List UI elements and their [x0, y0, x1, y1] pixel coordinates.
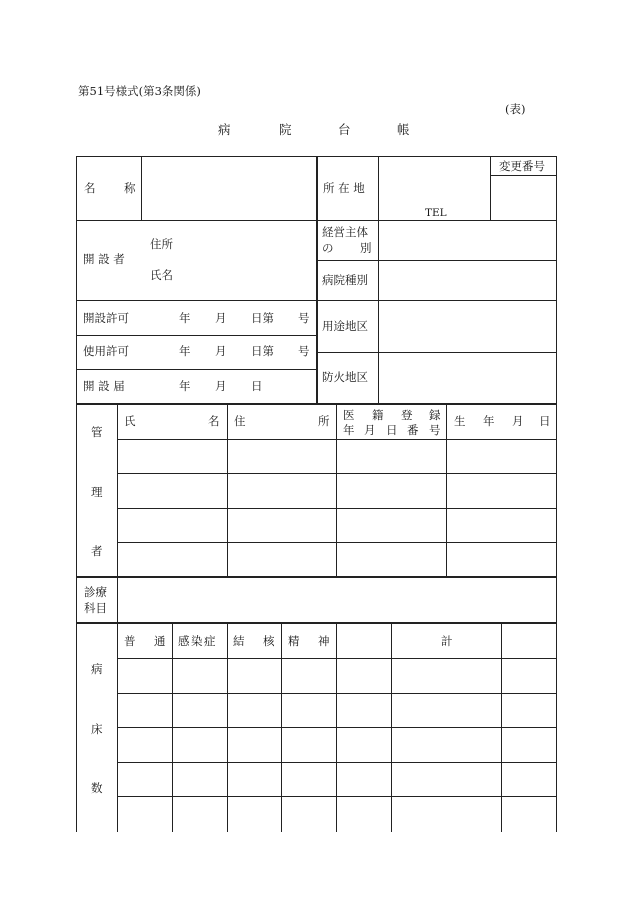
grid-line: [556, 578, 557, 624]
zoning-label: 用途地区: [322, 319, 368, 333]
grid-line: [556, 156, 557, 405]
grid-line: [76, 335, 317, 336]
grid-line: [281, 624, 282, 832]
grid-line: [446, 405, 447, 577]
date-month: 月: [215, 379, 227, 393]
col-register-char: 年: [343, 423, 355, 437]
col-address-char: 所: [318, 414, 330, 428]
col-register-char: 日: [386, 423, 398, 437]
col-name-char: 氏: [124, 414, 136, 428]
grid-line: [117, 762, 557, 763]
fire-zone-label: 防火地区: [322, 370, 368, 384]
grid-line: [227, 405, 228, 577]
date-day-no: 日第: [251, 344, 274, 358]
grid-line: [117, 405, 118, 577]
col-register-char: 登: [401, 408, 413, 422]
grid-line: [76, 369, 317, 370]
grid-line: [76, 156, 77, 405]
location-label: 所 在 地: [323, 181, 365, 195]
col-birth-char: 年: [483, 414, 495, 428]
operator-label: 別: [360, 241, 372, 255]
grid-line: [172, 624, 173, 832]
grid-line: [491, 175, 557, 176]
grid-line: [336, 405, 337, 577]
grid-line: [76, 622, 557, 624]
col-mental-char: 精: [288, 634, 300, 648]
grid-line: [117, 578, 118, 623]
title-char: 病: [218, 122, 231, 137]
col-general-char: 普: [124, 634, 136, 648]
grid-line: [336, 624, 337, 832]
person-name-label: 氏名: [150, 268, 173, 282]
founder-label: 開 設 者: [83, 252, 125, 266]
col-mental-char: 神: [318, 634, 330, 648]
col-name-char: 名: [208, 414, 220, 428]
number-suffix: 号: [298, 344, 310, 358]
grid-line: [76, 624, 77, 832]
number-suffix: 号: [298, 311, 310, 325]
grid-line: [117, 693, 557, 694]
date-year: 年: [179, 344, 191, 358]
grid-line: [141, 156, 142, 220]
col-register-char: 録: [429, 408, 441, 422]
form-number: 第51号様式(第3条関係): [78, 84, 201, 98]
grid-line: [317, 352, 557, 353]
tel-label: TEL: [425, 207, 447, 219]
side-label: (表): [505, 102, 526, 116]
grid-line: [117, 439, 557, 440]
grid-line: [76, 405, 77, 578]
col-birth-char: 生: [454, 414, 466, 428]
dept-label: 診療: [84, 585, 107, 599]
grid-line: [76, 578, 77, 624]
title-char: 院: [279, 122, 292, 137]
bed-char: 数: [91, 781, 103, 795]
grid-line: [316, 156, 318, 405]
grid-line: [117, 473, 557, 474]
col-register-char: 番: [407, 423, 419, 437]
grid-line: [117, 796, 557, 797]
manager-char: 管: [91, 425, 103, 439]
change-number-label: 変更番号: [499, 159, 545, 173]
open-notice-label: 開 設 届: [83, 379, 125, 393]
date-year: 年: [179, 311, 191, 325]
bed-char: 床: [91, 722, 103, 736]
operator-label: 経営主体: [322, 225, 368, 239]
grid-line: [501, 624, 502, 832]
col-register-char: 号: [429, 423, 441, 437]
grid-line: [490, 156, 491, 220]
address-label: 住所: [150, 237, 173, 251]
grid-line: [391, 624, 392, 832]
date-year: 年: [179, 379, 191, 393]
grid-line: [317, 260, 557, 261]
grid-line: [227, 624, 228, 832]
col-general-char: 通: [154, 634, 166, 648]
col-address-char: 住: [234, 414, 246, 428]
col-total: 計: [441, 634, 453, 648]
manager-char: 理: [91, 485, 103, 499]
grid-line: [117, 658, 557, 659]
date-day: 日: [251, 379, 263, 393]
grid-line: [556, 405, 557, 578]
grid-line: [76, 220, 317, 221]
col-infectious: 感染症: [178, 634, 217, 648]
dept-label: 科目: [84, 601, 107, 615]
open-permit-label: 開設許可: [83, 311, 129, 325]
col-register-char: 月: [364, 423, 376, 437]
grid-line: [76, 576, 557, 578]
name-label-char: 称: [124, 181, 136, 195]
date-month: 月: [215, 311, 227, 325]
bed-char: 病: [91, 662, 103, 676]
grid-line: [317, 220, 557, 221]
col-register-char: 医: [343, 408, 355, 422]
operator-label: の: [322, 241, 334, 255]
col-birth-char: 日: [539, 414, 551, 428]
title-char: 台: [338, 122, 351, 137]
manager-char: 者: [91, 544, 103, 558]
grid-line: [378, 156, 379, 404]
date-month: 月: [215, 344, 227, 358]
grid-line: [117, 542, 557, 543]
col-tb-char: 核: [263, 634, 275, 648]
grid-line: [117, 624, 118, 832]
hospital-type-label: 病院種別: [322, 273, 368, 287]
col-register-char: 籍: [372, 408, 384, 422]
use-permit-label: 使用許可: [83, 344, 129, 358]
col-birth-char: 月: [512, 414, 524, 428]
name-label-char: 名: [84, 181, 96, 195]
grid-line: [117, 727, 557, 728]
title-char: 帳: [397, 122, 410, 137]
grid-line: [556, 624, 557, 832]
col-tb-char: 結: [233, 634, 245, 648]
grid-line: [117, 508, 557, 509]
date-day-no: 日第: [251, 311, 274, 325]
